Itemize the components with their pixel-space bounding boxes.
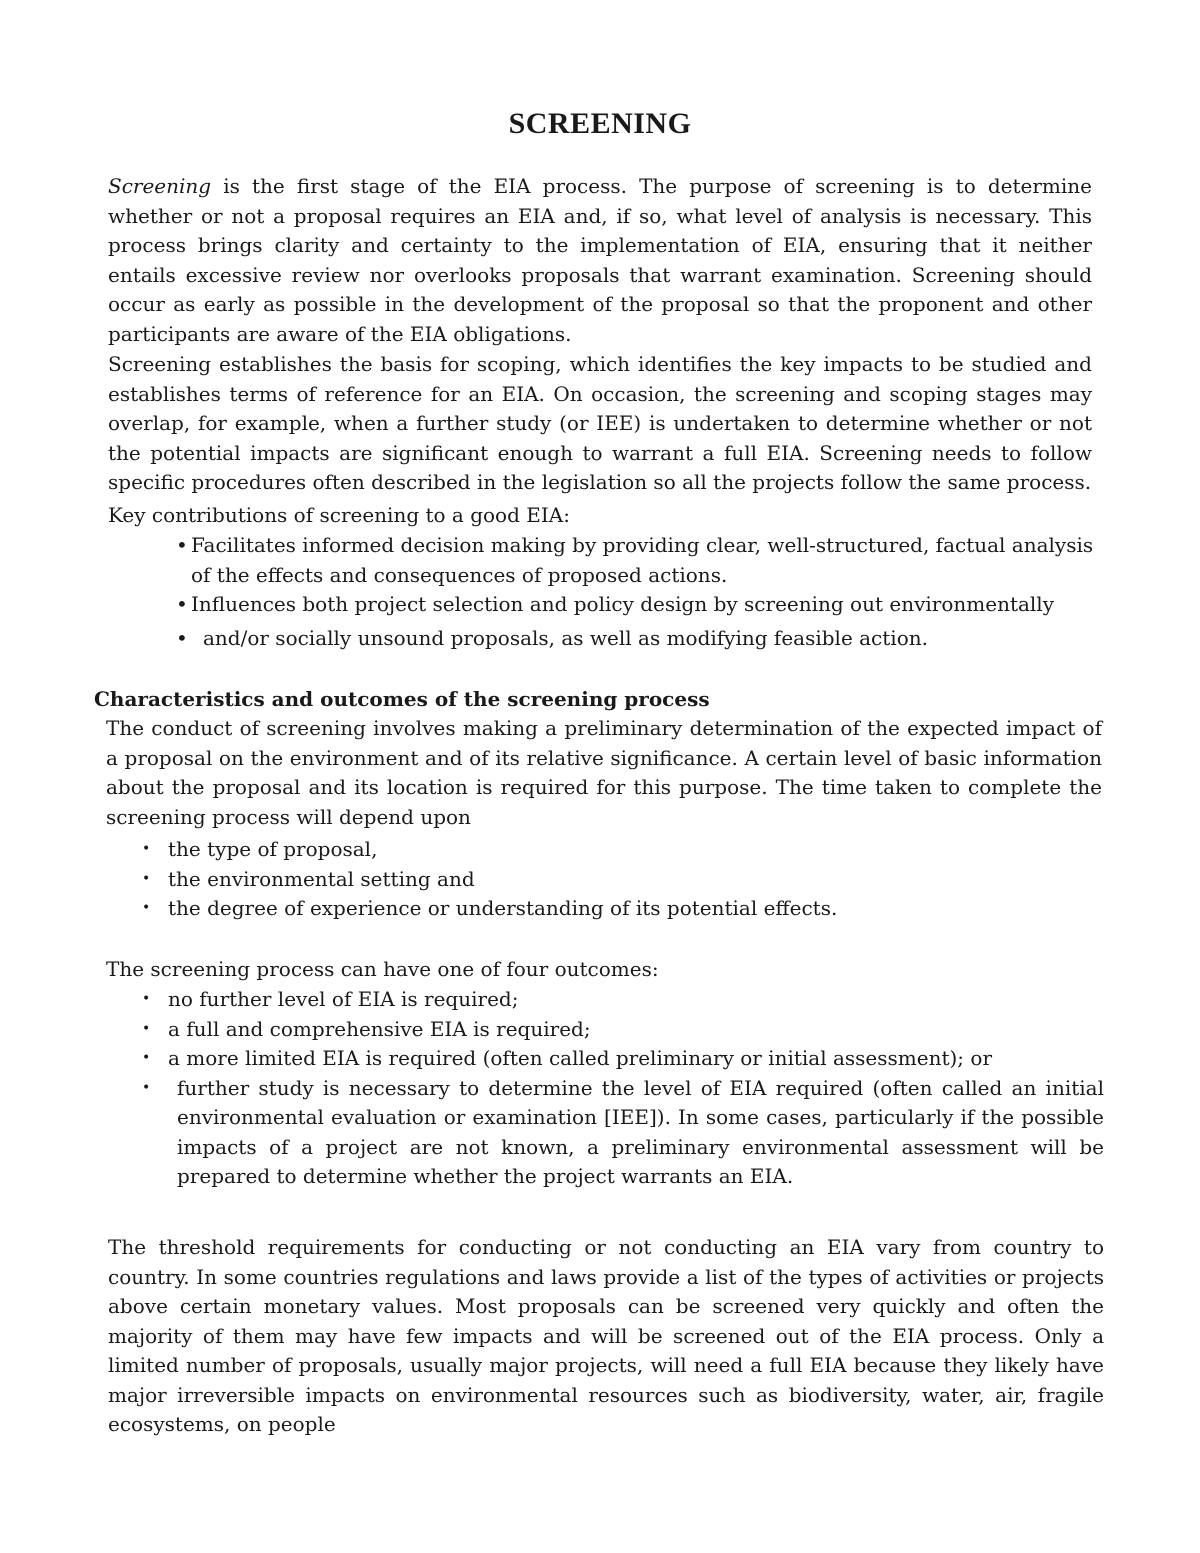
list-item: • the degree of experience or understanding of its potential effects. [142,894,1092,924]
depends-on-list [142,835,1092,924]
section-heading: Characteristics and outcomes of the screening process [94,687,710,711]
threshold-paragraph [108,1233,1104,1440]
list-item: • no further level of EIA is required; [142,985,1104,1015]
contributions-list [176,531,1106,653]
list-item-continuation: • and/or socially unsound proposals, as well as modifying feasible action. [176,624,1106,654]
scoping-paragraph [108,350,1092,498]
list-item: • the type of proposal, [142,835,1092,865]
list-item: • Facilitates informed decision making by providing clear, well-structured, factual analysis of the effects and consequences of proposed actions. [176,531,1106,590]
intro-paragraph [108,172,1092,349]
list-item: • a more limited EIA is required (often called preliminary or initial assessment); or [142,1044,1104,1074]
intro-text: is the first stage of the EIA process. The purpose of screening is to determine whether or not a proposal requires an EIA and, if so, what level of analysis is necessary. This process brings clarity and certainty to the implementation of EIA, ensuring that it neither entails excessive review nor overlooks proposals that warrant examination. Screening should occur as early as possible in the development of the proposal so that the proponent and other participants are aware of the EIA obligations. [108,174,1092,346]
list-item: • further study is necessary to determine the level of EIA required (often called an initial environmental evaluation or examination [IEE]). In some cases, particularly if the possible impacts of a project are not known, a preliminary environmental assessment will be prepared to determine whether the project warrants an EIA. [142,1074,1104,1192]
page-title: SCREENING [508,107,692,140]
outcomes-lead-text: The screening process can have one of four outcomes: [106,957,659,981]
outcomes-list [142,985,1104,1192]
contributions-lead-text: Key contributions of screening to a good EIA: [108,503,570,527]
list-item: • the environmental setting and [142,865,1092,895]
threshold-text: The threshold requirements for conducting or not conducting an EIA vary from country to country. In some countries regulations and laws provide a list of the types of activities or projects above certain monetary values. Most proposals can be screened very quickly and often the majority of them may have few impacts and will be screened out of the EIA process. Only a limited number of proposals, usually major projects, will need a full EIA because they likely have major irreversible impacts on environmental resources such as biodiversity, water, air, fragile ecosystems, on people [108,1235,1104,1436]
section-intro-paragraph [106,714,1102,832]
list-item: • a full and comprehensive EIA is required; [142,1015,1104,1045]
list-item: • Influences both project selection and policy design by screening out environmentally [176,590,1106,624]
scoping-text: Screening establishes the basis for scoping, which identifies the key impacts to be studied and establishes terms of reference for an EIA. On occasion, the screening and scoping stages may overlap, for example, when a further study (or IEE) is undertaken to determine whether or not the potential impacts are significant enough to warrant a full EIA. Screening needs to follow specific procedures often described in the legislation so all the projects follow the same process. [108,352,1092,494]
outcomes-lead [106,955,1102,985]
contributions-lead [108,501,1092,531]
screening-term: Screening [108,174,212,198]
section-intro-text: The conduct of screening involves making a preliminary determination of the expected impact of a proposal on the environment and of its relative significance. A certain level of basic information about the proposal and its location is required for this purpose. The time taken to complete the screening process will depend upon [106,716,1102,829]
